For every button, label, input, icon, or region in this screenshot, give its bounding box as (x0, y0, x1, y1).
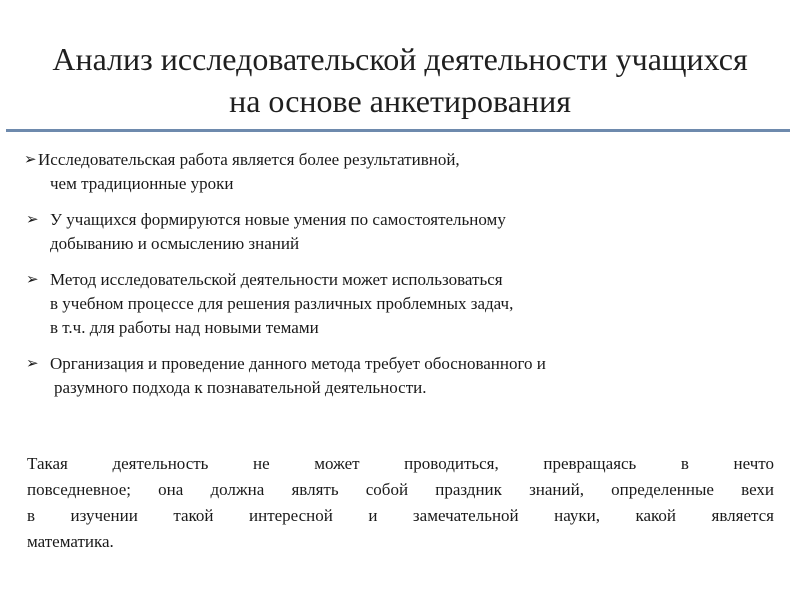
bullet-item (22, 268, 752, 340)
arrow-check-bullet-icon: ➢ (26, 356, 39, 372)
title-divider (6, 129, 790, 132)
bullet-text-line: Метод исследовательской деятельности может использоваться (50, 270, 503, 289)
paragraph-line: Такая деятельность не может проводиться, превращаясь в нечто (27, 454, 774, 473)
bullet-text-line: в учебном процессе для решения различных проблемных задач, (50, 294, 514, 313)
bullet-text-line: Организация и проведение данного метода требует обоснованного и (50, 354, 546, 373)
bullet-text-line: добыванию и осмыслению знаний (50, 234, 300, 253)
paragraph-line: повседневное; она должна являть собой праздник знаний, определенные вехи (27, 480, 774, 499)
summary-paragraph (27, 451, 774, 555)
bullet-text-line: У учащихся формируются новые умения по самостоятельному (50, 210, 506, 229)
slide-title-line: Анализ исследовательской деятельности учащихся (52, 41, 748, 77)
bullet-item (22, 352, 752, 400)
bullet-text-line: Исследовательская работа является более результативной, (38, 150, 460, 169)
arrow-check-bullet-icon: ➢ (26, 212, 39, 228)
bullet-text-line: в т.ч. для работы над новыми темами (50, 318, 319, 337)
bullet-item (22, 148, 752, 196)
arrow-check-bullet-icon: ➢ (24, 152, 37, 168)
bullet-list (22, 148, 752, 412)
slide-title (0, 38, 800, 122)
arrow-check-bullet-icon: ➢ (26, 272, 39, 288)
bullet-text-line: разумного подхода к познавательной деятельности. (54, 378, 427, 397)
bullet-text-line: чем традиционные уроки (50, 174, 234, 193)
bullet-item (22, 208, 752, 256)
paragraph-line: в изучении такой интересной и замечательной науки, какой является (27, 506, 774, 525)
slide-title-line: на основе анкетирования (229, 83, 571, 119)
paragraph-line: математика. (27, 532, 114, 551)
